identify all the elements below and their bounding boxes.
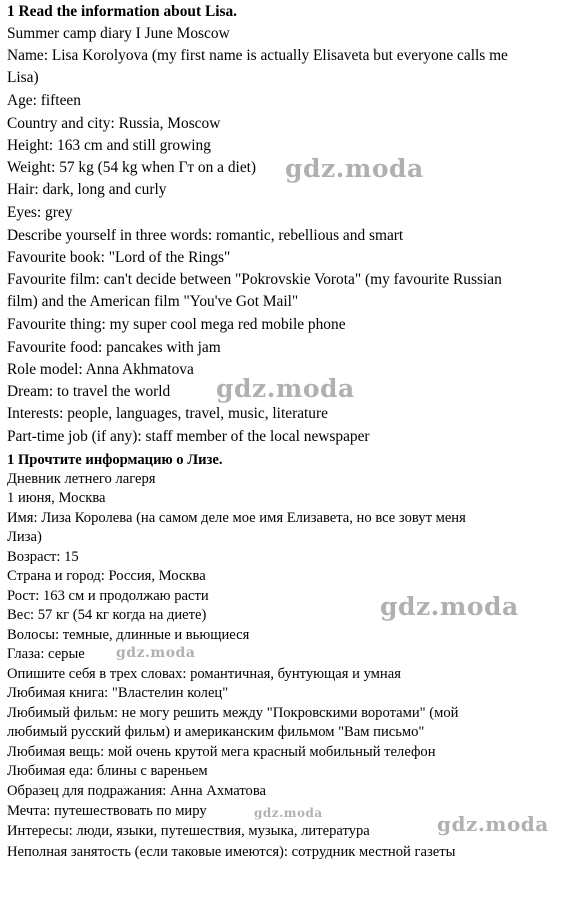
russian-line: Рост: 163 см и продолжаю расти: [7, 588, 209, 604]
russian-heading: 1 Прочтите информацию о Лизе.: [7, 452, 223, 468]
russian-line: Имя: Лиза Королева (на самом деле мое имя Елизавета, но все зовут меня: [7, 510, 466, 526]
english-line: Favourite thing: my super cool mega red mobile phone: [7, 316, 346, 333]
russian-line: Дневник летнего лагеря: [7, 471, 156, 487]
english-line: Part-time job (if any): staff member of the local newspaper: [7, 428, 370, 445]
english-line: Hair: dark, long and curly: [7, 181, 167, 198]
english-line: Age: fifteen: [7, 92, 81, 109]
russian-line: Глаза: серые: [7, 646, 85, 662]
watermark: gdz.moda: [216, 374, 355, 403]
russian-line: Опишите себя в трех словах: романтичная, бунтующая и умная: [7, 666, 401, 682]
watermark: gdz.moda: [116, 645, 196, 661]
english-line: Name: Lisa Korolyova (my first name is actually Elisaveta but everyone calls me: [7, 47, 508, 64]
russian-line: Любимый фильм: не могу решить между "Покровскими воротами" (мой: [7, 705, 459, 721]
russian-line: Образец для подражания: Анна Ахматова: [7, 783, 267, 799]
russian-line: Возраст: 15: [7, 549, 79, 565]
russian-line: любимый русский фильм) и американским фильмом "Вам письмо": [7, 724, 425, 740]
russian-line: Любимая еда: блины с вареньем: [7, 763, 208, 779]
russian-line: Волосы: темные, длинные и вьющиеся: [7, 627, 250, 643]
english-line: Favourite book: "Lord of the Rings": [7, 249, 231, 266]
watermark: gdz.moda: [437, 812, 549, 836]
english-line: Interests: people, languages, travel, music, literature: [7, 405, 328, 422]
russian-line: Мечта: путешествовать по миру: [7, 803, 207, 819]
english-line: Favourite film: can't decide between "Pokrovskie Vorota" (my favourite Russian: [7, 271, 502, 288]
english-line: film) and the American film "You've Got Mail": [7, 293, 299, 310]
english-line: Role model: Anna Akhmatova: [7, 361, 194, 378]
english-line: Describe yourself in three words: romantic, rebellious and smart: [7, 227, 404, 244]
watermark: gdz.moda: [285, 154, 424, 183]
russian-line: Любимая вещь: мой очень крутой мега красный мобильный телефон: [7, 744, 436, 760]
english-line: Country and city: Russia, Moscow: [7, 115, 221, 132]
russian-line: Страна и город: Россия, Москва: [7, 568, 206, 584]
watermark: gdz.moda: [380, 592, 519, 621]
english-line: Eyes: grey: [7, 204, 73, 221]
russian-line: 1 июня, Москва: [7, 490, 106, 506]
russian-line: Вес: 57 кг (54 кг когда на диете): [7, 607, 207, 623]
english-heading: 1 Read the information about Lisa.: [7, 3, 238, 20]
russian-line: Лиза): [7, 529, 42, 545]
english-line: Height: 163 cm and still growing: [7, 137, 211, 154]
english-line: Dream: to travel the world: [7, 383, 171, 400]
russian-line: Неполная занятость (если таковые имеются): сотрудник местной газеты: [7, 844, 456, 860]
english-line: Summer camp diary I June Moscow: [7, 25, 230, 42]
english-line: Weight: 57 kg (54 kg when Гт on a diet): [7, 159, 257, 176]
russian-line: Любимая книга: "Властелин колец": [7, 685, 229, 701]
russian-line: Интересы: люди, языки, путешествия, музыка, литература: [7, 823, 370, 839]
watermark: gdz.moda: [254, 806, 323, 820]
english-line: Favourite food: pancakes with jam: [7, 339, 221, 356]
english-line: Lisa): [7, 69, 39, 86]
